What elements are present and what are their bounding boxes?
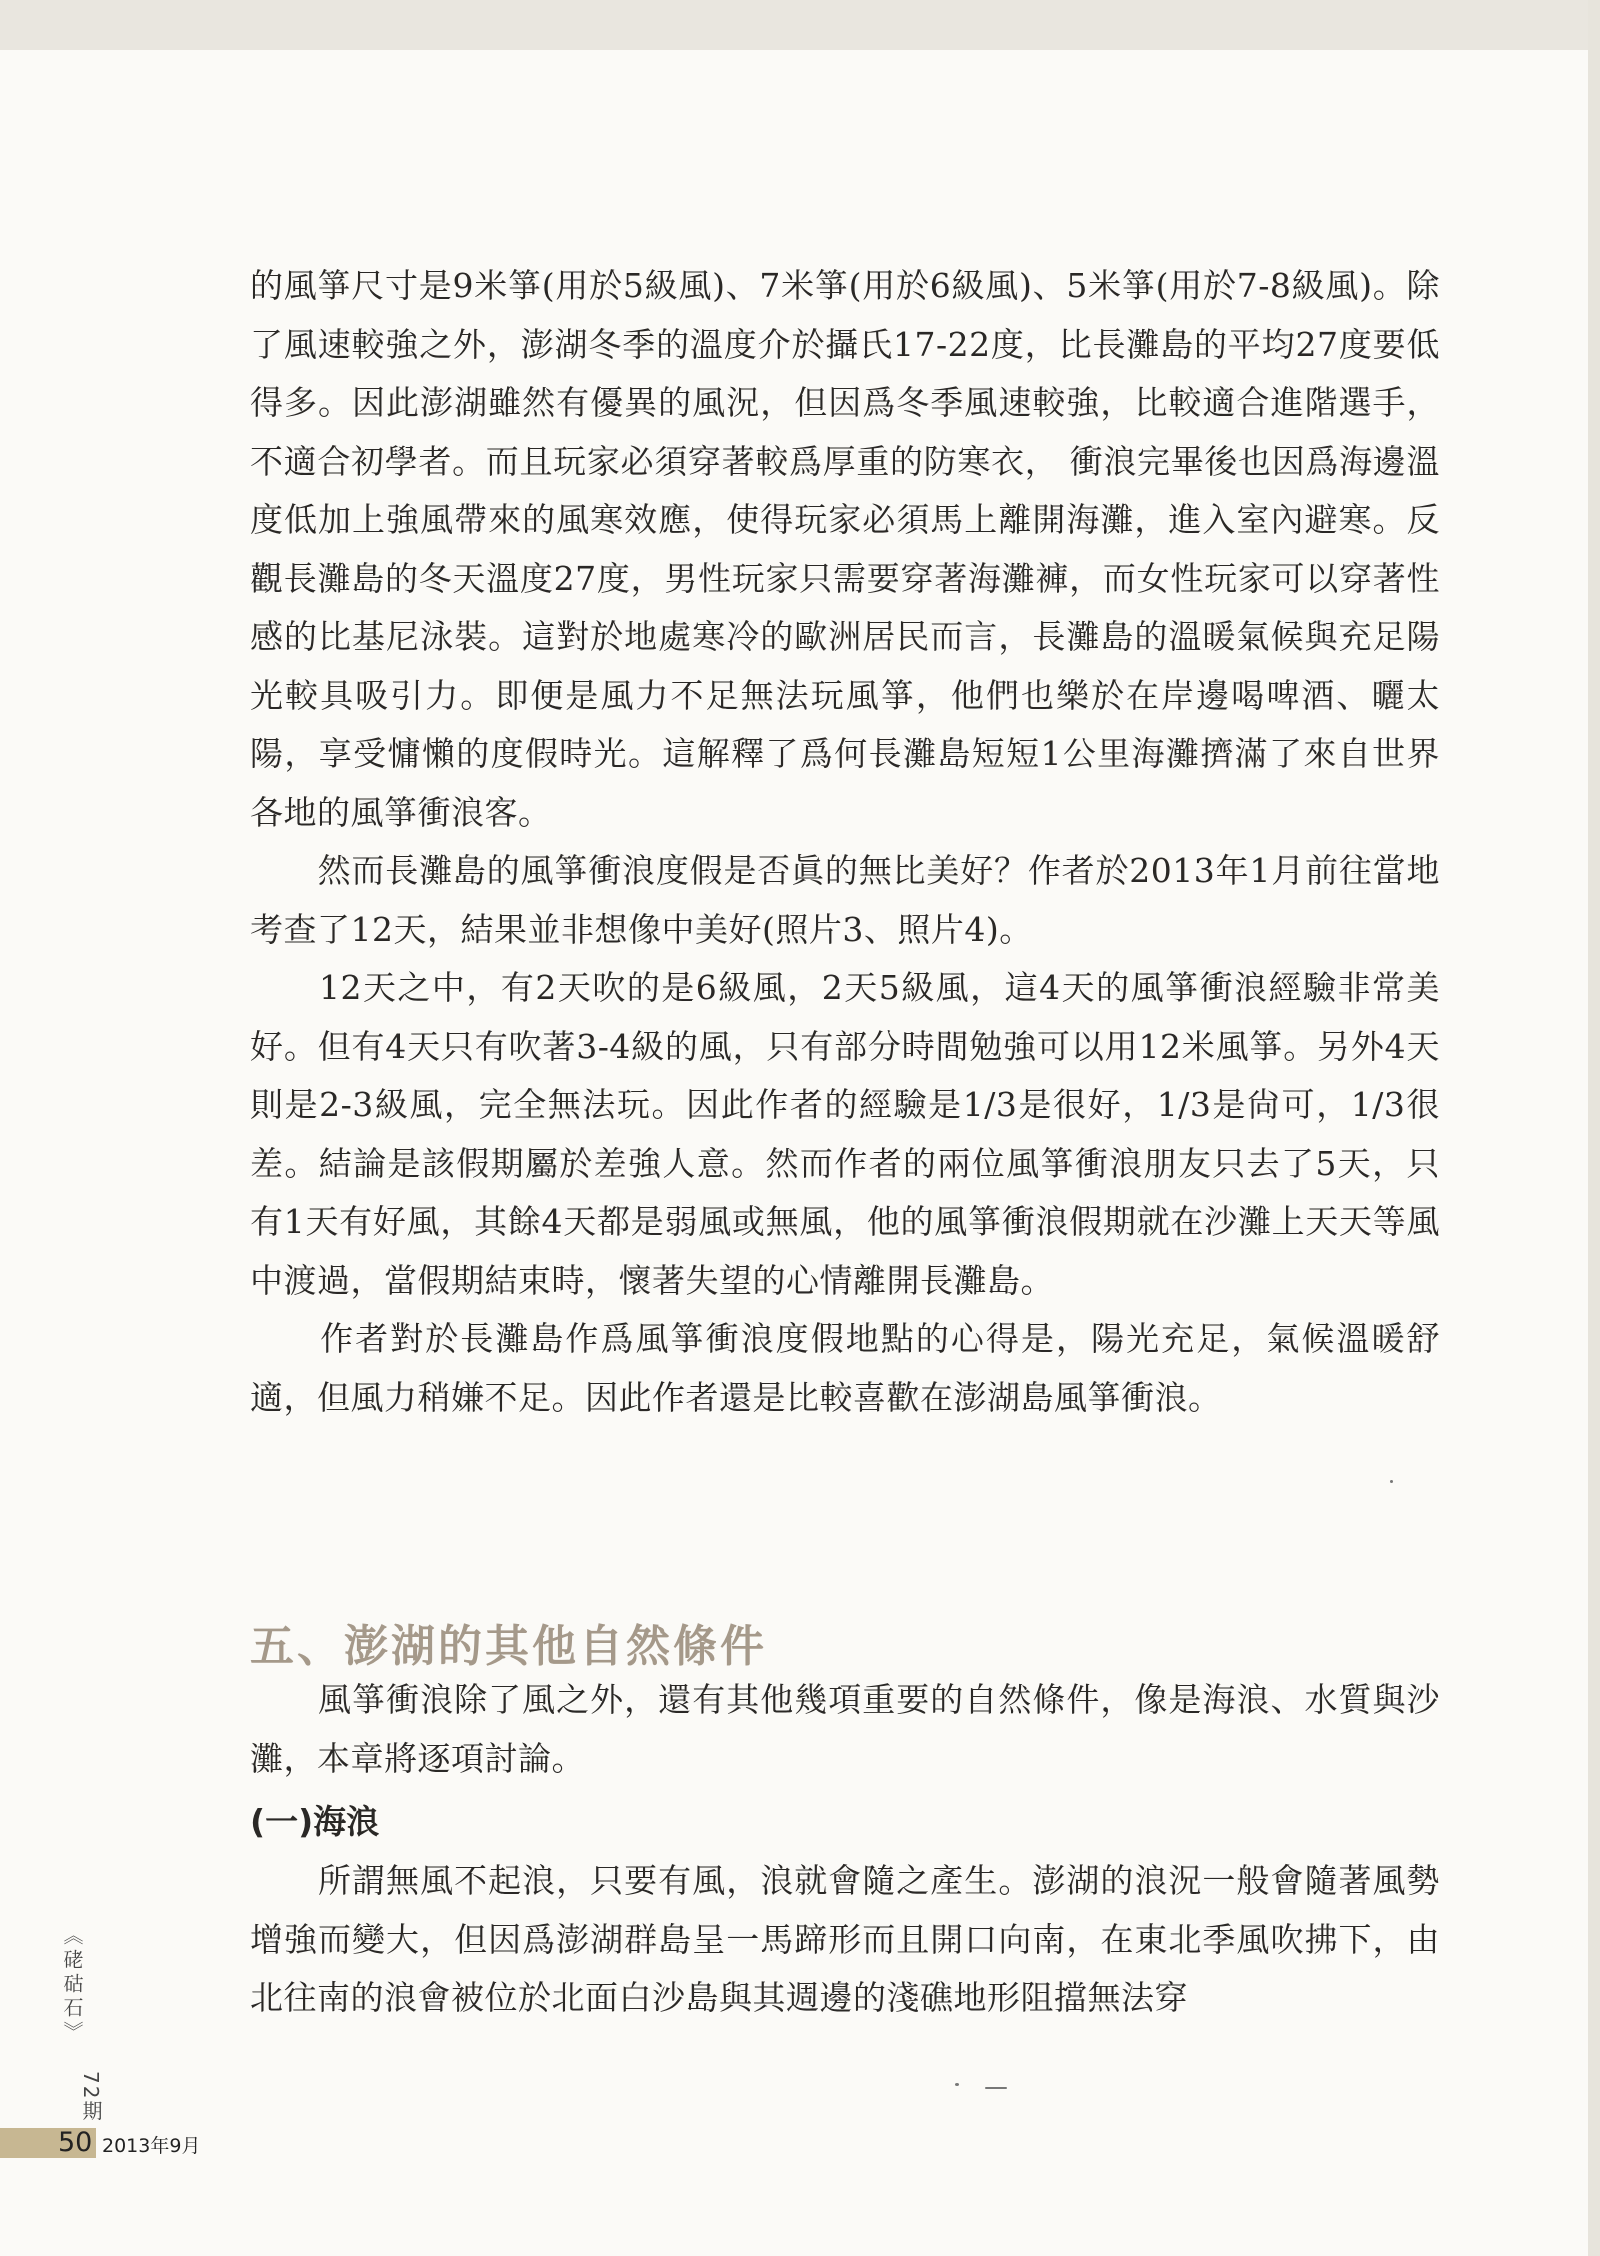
page-number: 50 <box>58 2127 93 2158</box>
scan-speck <box>1390 1480 1393 1483</box>
subsection-heading-waves: (一)海浪 <box>250 1802 380 1841</box>
issue-number: 72期 <box>79 2071 103 2123</box>
issue-date: 2013年9月 <box>102 2135 201 2157</box>
section-intro-paragraph: 風箏衝浪除了風之外，還有其他幾項重要的自然條件，像是海浪、水質與沙灘，本章將逐項討論。 <box>250 1680 1440 1778</box>
scan-speck <box>985 2087 1007 2089</box>
section-heading: 五、澎湖的其他自然條件 <box>250 1621 767 1672</box>
waves-paragraph: 所謂無風不起浪，只要有風，浪就會隨之產生。澎湖的浪況一般會隨著風勢增強而變大，但因爲澎湖群島呈一馬蹄形而且開口向南，在東北季風吹拂下，由北往南的浪會被位於北面白沙島與其週邊的淺礁地形阻擋無法穿 <box>250 1861 1440 2017</box>
section-body <box>250 1671 1440 2028</box>
scan-right-edge <box>1588 0 1600 2256</box>
paragraph-climate-comparison: 的風箏尺寸是9米箏(用於5級風)、7米箏(用於6級風)、5米箏(用於7-8級風)。除了風速較強之外，澎湖冬季的溫度介於攝氏17-22度，比長灘島的平均27度要低得多。因此澎湖雖然有優異的風況，但因爲冬季風速較強，比較適合進階選手，不適合初學者。而且玩家必須穿著較爲厚重的防寒衣， 衝浪完畢後也因爲海邊溫度低加上強風帶來的風寒效應，使得玩家必須馬上離開海灘，進入室內避寒。反觀長灘島的冬天溫度27度，男性玩家只需要穿著海灘褲，而女性玩家可以穿著性感的比基尼泳裝。這對於地處寒冷的歐洲居民而言，長灘島的溫暖氣候與充足陽光較具吸引力。即便是風力不足無法玩風箏，他們也樂於在岸邊喝啤酒、曬太陽，享受慵懶的度假時光。這解釋了爲何長灘島短短1公里海灘擠滿了來自世界各地的風箏衝浪客。 <box>250 266 1440 832</box>
paragraph-wind-days: 12天之中，有2天吹的是6級風，2天5級風，這4天的風箏衝浪經驗非常美好。但有4天只有吹著3-4級的風，只有部分時間勉強可以用12米風箏。另外4天則是2-3級風，完全無法玩。因此作者的經驗是1/3是很好，1/3是尙可，1/3很差。結論是該假期屬於差強人意。然而作者的兩位風箏衝浪朋友只去了5天，只有1天有好風，其餘4天都是弱風或無風，他的風箏衝浪假期就在沙灘上天天等風中渡過，當假期結束時，懷著失望的心情離開長灘島。 <box>250 968 1440 1300</box>
journal-title: 《硓𥑮石》 <box>60 1925 84 2045</box>
scan-speck <box>955 2083 959 2086</box>
article-body <box>250 257 1440 1427</box>
scan-top-edge <box>0 0 1600 50</box>
paragraph-boracay-trip: 然而長灘島的風箏衝浪度假是否眞的無比美好？作者於2013年1月前往當地考查了12天，結果並非想像中美好(照片3、照片4)。 <box>250 851 1440 949</box>
paragraph-conclusion: 作者對於長灘島作爲風箏衝浪度假地點的心得是，陽光充足，氣候溫暖舒適，但風力稍嫌不足。因此作者還是比較喜歡在澎湖島風箏衝浪。 <box>250 1319 1440 1417</box>
